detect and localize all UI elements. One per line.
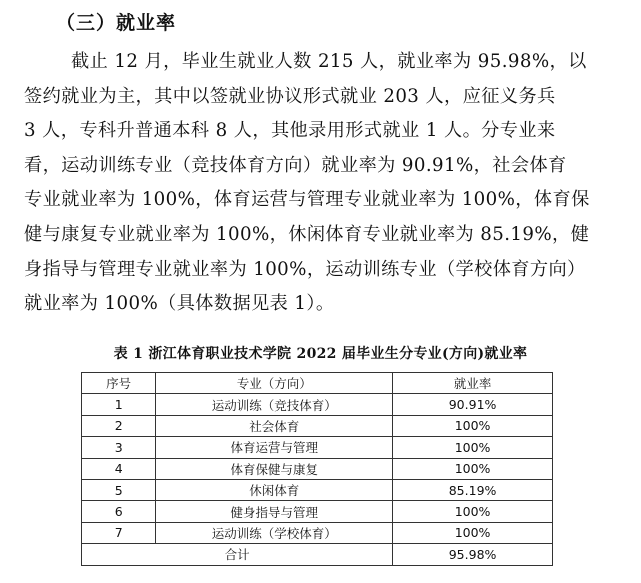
row-rate: 100% (393, 437, 553, 458)
row-major: 体育运营与管理 (156, 437, 393, 458)
row-number: 5 (82, 479, 156, 500)
table-row (82, 415, 553, 436)
header-rate: 就业率 (393, 373, 553, 394)
table-row (82, 458, 553, 479)
row-number: 6 (82, 501, 156, 522)
table-row (82, 479, 553, 500)
paragraph-line: 签约就业为主，其中以签就业协议形式就业 203 人，应征义务兵 (24, 85, 556, 107)
table-header-row (82, 373, 553, 394)
row-number: 7 (82, 522, 156, 543)
paragraph-line: 健与康复专业就业率为 100%，休闲体育专业就业率为 85.19%，健 (24, 223, 590, 245)
paragraph-line: 截止 12 月，毕业生就业人数 215 人，就业率为 95.98%，以 (71, 51, 587, 72)
row-rate: 100% (393, 415, 553, 436)
paragraph-line: 看，运动训练专业（竞技体育方向）就业率为 90.91%，社会体育 (24, 154, 567, 176)
row-rate: 100% (393, 458, 553, 479)
row-rate: 90.91% (393, 394, 553, 415)
paragraph-line: 3 人，专科升普通本科 8 人，其他录用形式就业 1 人。分专业来 (24, 120, 556, 142)
row-number: 2 (82, 415, 156, 436)
section-heading: （三）就业率 (56, 12, 177, 34)
paragraph-line: 身指导与管理专业就业率为 100%，运动训练专业（学校体育方向） (24, 258, 586, 280)
table-row (82, 394, 553, 415)
row-major: 健身指导与管理 (156, 501, 393, 522)
table-total-row (82, 544, 553, 565)
row-number: 3 (82, 437, 156, 458)
row-major: 休闲体育 (156, 479, 393, 500)
total-rate: 95.98% (393, 544, 553, 565)
row-major: 运动训练（竞技体育） (156, 394, 393, 415)
row-major: 体育保健与康复 (156, 458, 393, 479)
row-rate: 85.19% (393, 479, 553, 500)
header-number: 序号 (82, 373, 156, 394)
row-major: 运动训练（学校体育） (156, 522, 393, 543)
row-rate: 100% (393, 522, 553, 543)
table-row (82, 437, 553, 458)
employment-rate-table (81, 372, 553, 566)
table-row (82, 522, 553, 543)
paragraph-line: 就业率为 100%（具体数据见表 1）。 (24, 293, 335, 315)
total-label: 合计 (82, 544, 393, 565)
table-row (82, 501, 553, 522)
header-major: 专业（方向） (156, 373, 393, 394)
body-paragraph (24, 45, 628, 322)
row-number: 1 (82, 394, 156, 415)
table-caption: 表 1 浙江体育职业技术学院 2022 届毕业生分专业(方向)就业率 (113, 346, 528, 362)
row-rate: 100% (393, 501, 553, 522)
row-major: 社会体育 (156, 415, 393, 436)
paragraph-line: 专业就业率为 100%，体育运营与管理专业就业率为 100%，体育保 (24, 189, 590, 211)
row-number: 4 (82, 458, 156, 479)
